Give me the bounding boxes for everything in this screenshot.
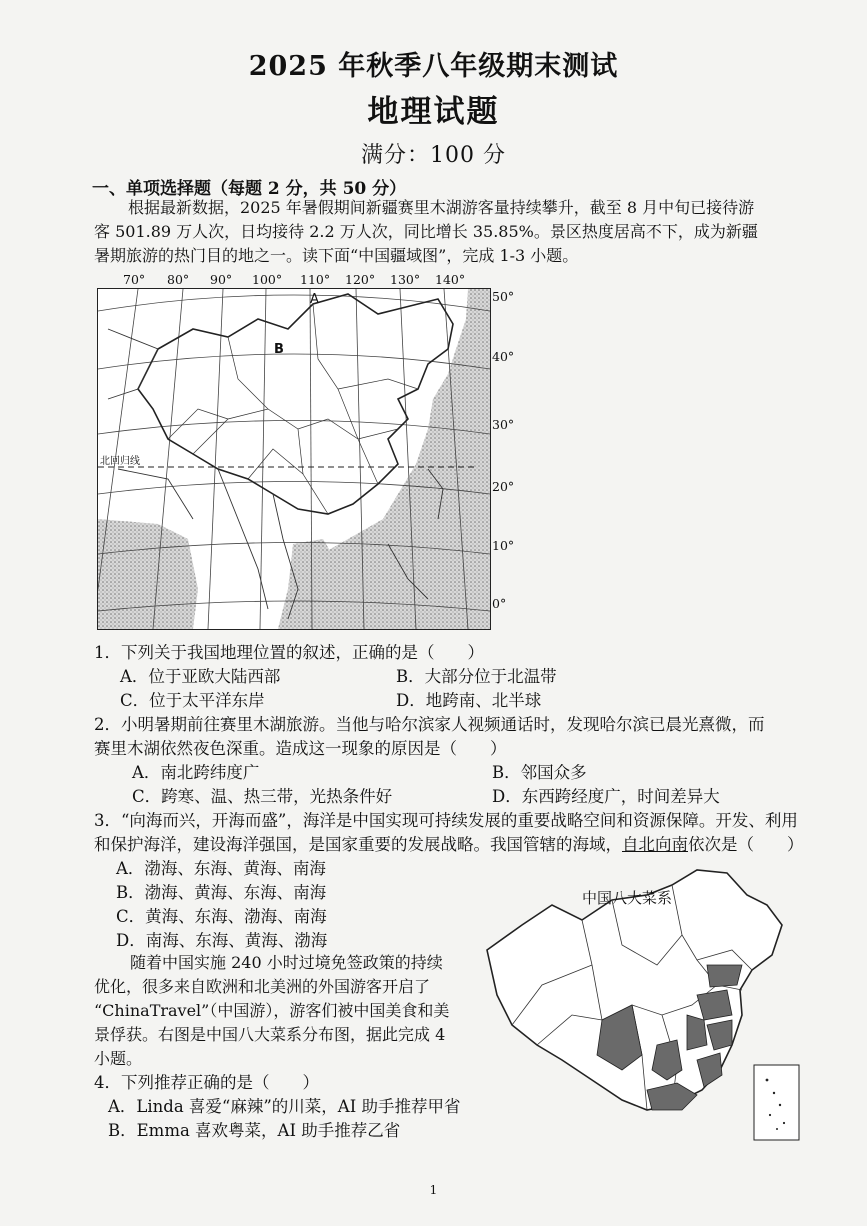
- question-1-option-b: B．大部分位于北温带: [396, 667, 557, 686]
- question-2-stem-line-1: 2．小明暑期前往赛里木湖旅游。当他与哈尔滨家人视频通话时，发现哈尔滨已晨光熹微，而: [94, 715, 765, 734]
- section-heading: 一、单项选择题（每题 2 分，共 50 分）: [92, 179, 407, 199]
- intro-line-1: 根据最新数据，2025 年暑假期间新疆赛里木湖游客量持续攀升，截至 8 月中旬已接待游: [128, 198, 755, 217]
- cuisine-province-anhui: [687, 1015, 707, 1050]
- latitude-label: 10°: [492, 538, 515, 553]
- territory-map-drawing: [98, 289, 490, 629]
- page-number: 1: [429, 1183, 438, 1197]
- intro2-line-4: 景俘获。右图是中国八大菜系分布图，据此完成 4: [94, 1025, 446, 1044]
- question-4-option-a: A．Linda 喜爱“麻辣”的川菜，AI 助手推荐甲省: [108, 1097, 461, 1116]
- longitude-label: 130°: [390, 272, 421, 287]
- full-score: 满分：100 分: [361, 143, 506, 168]
- china-territory-map: [97, 288, 491, 630]
- question-3-stem-text: 和保护海洋，建设海洋强国，是国家重要的发展战略。我国管辖的海域，: [94, 835, 622, 854]
- intro-line-3: 暑期旅游的热门目的地之一。读下面“中国疆域图”，完成 1-3 小题。: [94, 246, 579, 265]
- longitude-label: 70°: [123, 272, 146, 287]
- question-2-option-d: D．东西跨经度广，时间差异大: [492, 787, 720, 806]
- intro2-line-2: 优化，很多来自欧洲和北美洲的外国游客开启了: [94, 977, 431, 996]
- subject-title: 地理试题: [367, 94, 500, 130]
- question-3-option-c: C．黄海、东海、渤海、南海: [116, 907, 327, 926]
- question-1-option-d: D．地跨南、北半球: [396, 691, 542, 710]
- question-3-stem-line-2: [94, 833, 804, 857]
- question-3-option-b: B．渤海、黄海、东海、南海: [116, 883, 327, 902]
- question-3-option-d: D．南海、东海、黄海、渤海: [116, 931, 328, 950]
- tropic-label: 北回归线: [100, 456, 140, 467]
- latitude-label: 50°: [492, 289, 515, 304]
- longitude-label: 110°: [300, 272, 331, 287]
- intro2-line-1: 随着中国实施 240 小时过境免签政策的持续: [130, 953, 443, 972]
- cuisine-map-title: 中国八大菜系: [582, 889, 673, 907]
- cuisine-map: [482, 865, 804, 1150]
- latitude-label: 20°: [492, 479, 515, 494]
- exam-title: 2025 年秋季八年级期末测试: [248, 51, 619, 82]
- question-3-stem-line-1: 3．“向海而兴，开海而盛”，海洋是中国实现可持续发展的重要战略空间和资源保障。开发、利用: [94, 811, 798, 830]
- sea-west: [98, 519, 198, 629]
- longitude-label: 120°: [345, 272, 376, 287]
- intro2-line-5: 小题。: [94, 1049, 143, 1068]
- question-2-stem-line-2: 赛里木湖依然夜色深重。造成这一现象的原因是（ ）: [94, 739, 507, 758]
- question-2-option-c: C．跨寒、温、热三带，光热条件好: [132, 787, 393, 806]
- question-2-option-b: B．邻国众多: [492, 763, 587, 782]
- latitude-label: 0°: [492, 596, 507, 611]
- intro2-line-3: “ChinaTravel”（中国游），游客们被中国美食和美: [94, 1001, 450, 1020]
- longitude-label: 140°: [435, 272, 466, 287]
- cuisine-province-shandong: [707, 965, 742, 987]
- question-1-stem: 1．下列关于我国地理位置的叙述，正确的是（ ）: [94, 643, 484, 662]
- map-label-b: B: [274, 342, 284, 357]
- question-4-option-b: B．Emma 喜欢粤菜，AI 助手推荐乙省: [108, 1121, 401, 1140]
- question-3-option-a: A．渤海、东海、黄海、南海: [116, 859, 326, 878]
- question-3-stem-tail: 依次是（ ）: [688, 835, 804, 854]
- latitude-label: 40°: [492, 349, 515, 364]
- question-1-option-a: A．位于亚欧大陆西部: [120, 667, 281, 686]
- longitude-label: 100°: [252, 272, 283, 287]
- intro-line-2: 客 501.89 万人次，日均接待 2.2 万人次，同比增长 35.85%。景区热度居高不下，成为新疆: [94, 222, 758, 241]
- question-4-stem: 4．下列推荐正确的是（ ）: [94, 1073, 319, 1092]
- question-3-underlined-text: 自北向南: [622, 835, 688, 854]
- longitude-label: 80°: [167, 272, 190, 287]
- longitude-label: 90°: [210, 272, 233, 287]
- question-2-option-a: A．南北跨纬度广: [132, 763, 260, 782]
- latitude-label: 30°: [492, 417, 515, 432]
- cuisine-map-drawing: [482, 865, 804, 1150]
- map-label-a: A: [310, 292, 319, 307]
- question-1-option-c: C．位于太平洋东岸: [120, 691, 265, 710]
